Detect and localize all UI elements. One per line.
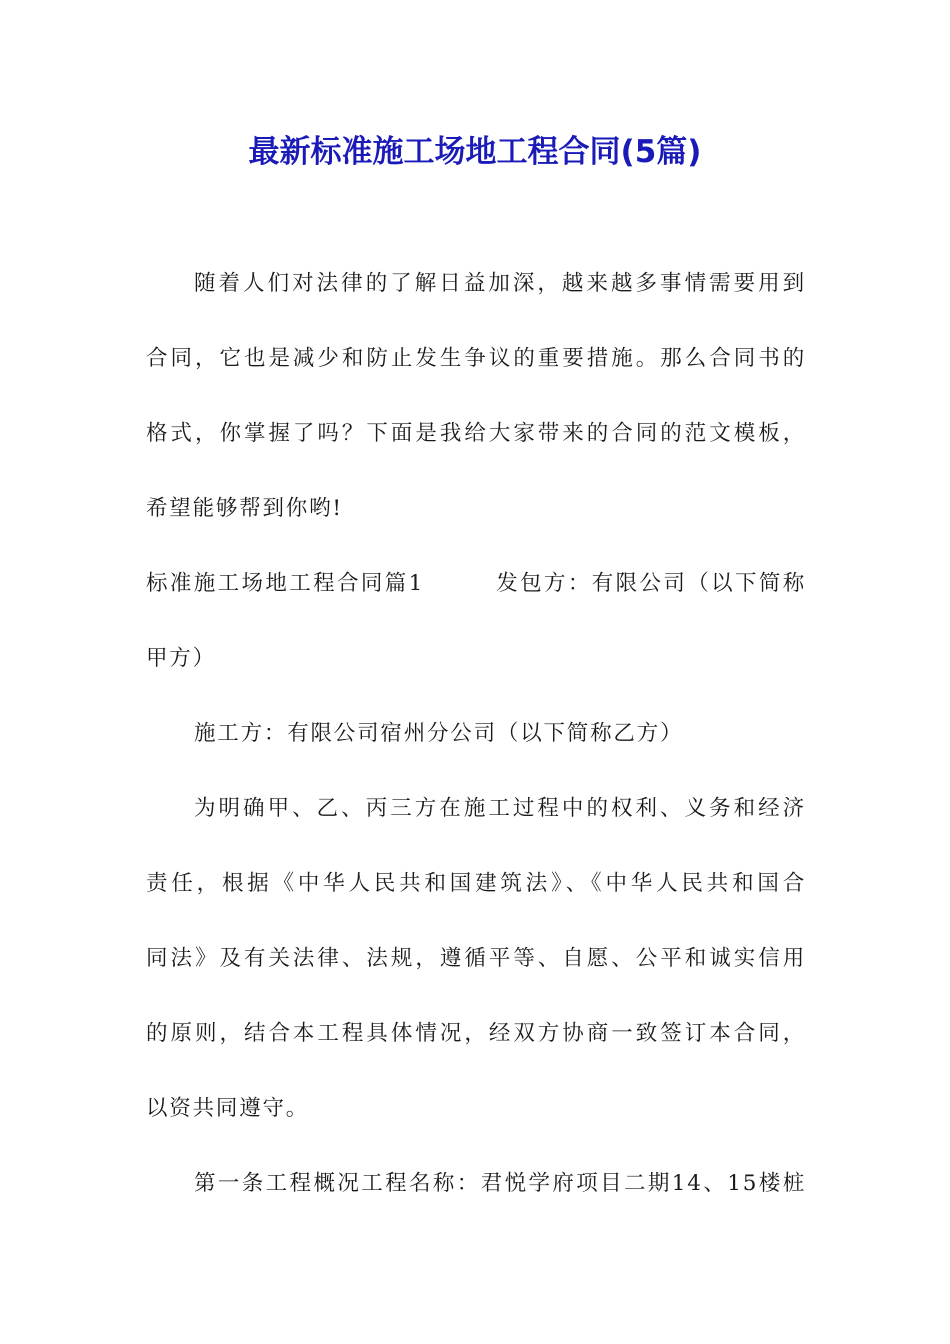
document-title: 最新标准施工场地工程合同(5篇) bbox=[248, 134, 702, 170]
paragraph-line: 同法》及有关法律、法规，遵循平等、自愿、公平和诚实信用 bbox=[146, 946, 806, 971]
paragraph-line: 随着人们对法律的了解日益加深，越来越多事情需要用到 bbox=[194, 271, 806, 296]
paragraph-line: 施工方：有限公司宿州分公司（以下简称乙方） bbox=[194, 721, 684, 746]
paragraph-line: 格式，你掌握了吗？下面是我给大家带来的合同的范文模板， bbox=[146, 421, 806, 446]
paragraph-line: 合同，它也是减少和防止发生争议的重要措施。那么合同书的 bbox=[146, 346, 806, 371]
paragraph-line: 的原则，结合本工程具体情况，经双方协商一致签订本合同， bbox=[146, 1021, 806, 1046]
paragraph-line: 甲方） bbox=[146, 646, 216, 671]
paragraph-line: 第一条工程概况工程名称：君悦学府项目二期14、15楼桩 bbox=[194, 1171, 806, 1196]
paragraph-line: 标准施工场地工程合同篇1 发包方：有限公司（以下简称 bbox=[146, 571, 806, 596]
paragraph-line: 为明确甲、乙、丙三方在施工过程中的权利、义务和经济 bbox=[194, 796, 806, 821]
paragraph-line: 责任，根据《中华人民共和国建筑法》、《中华人民共和国合 bbox=[146, 871, 806, 896]
paragraph-line: 希望能够帮到你哟! bbox=[146, 496, 343, 521]
paragraph-line: 以资共同遵守。 bbox=[146, 1096, 310, 1121]
